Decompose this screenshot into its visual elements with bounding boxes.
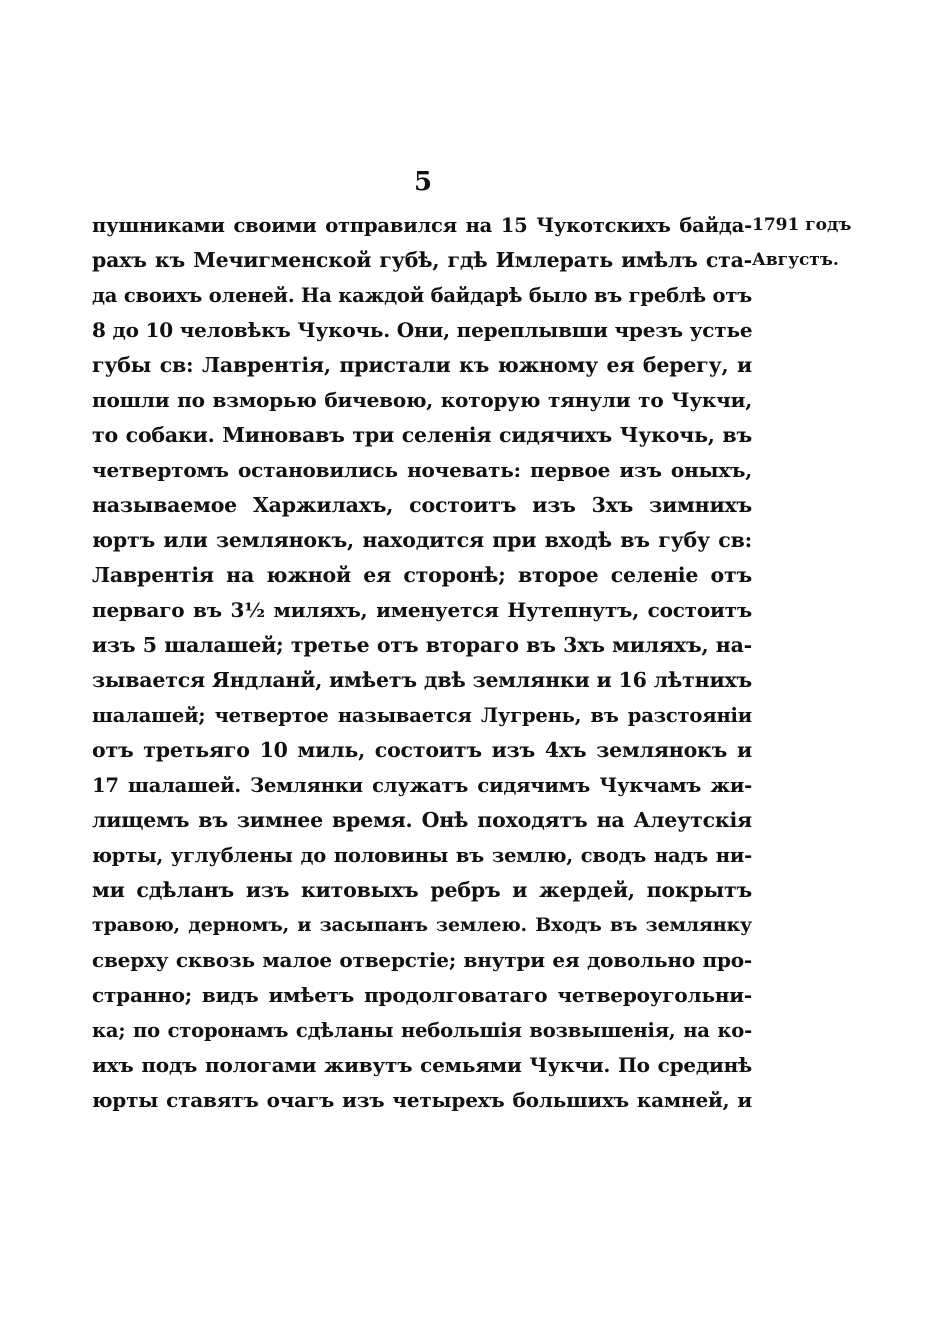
- text-line: 17 шалашей. Землянки служатъ сидячимъ Чукчамъ жи-: [92, 774, 752, 797]
- text-line: то собаки. Миновавъ три селенія сидячихъ Чукочь, въ: [92, 423, 752, 447]
- text-line: травою, дерномъ, и засыпанъ землею. Входъ въ землянку: [92, 914, 752, 936]
- body-text: [92, 208, 752, 1118]
- text-line: ка; по сторонамъ сдѣланы небольшія возвышенія, на ко-: [92, 1019, 752, 1042]
- text-line: отъ третьяго 10 миль, состоитъ изъ 4хъ землянокъ и: [92, 738, 752, 762]
- margin-note-month: Августъ.: [752, 250, 839, 270]
- text-line: пошли по взморью бичевою, которую тянули то Чукчи,: [92, 388, 752, 412]
- text-line: странно; видъ имѣетъ продолговатаго четвероугольни-: [92, 983, 752, 1007]
- text-line: юрты, углублены до половины въ землю, сводъ надъ ни-: [92, 844, 752, 867]
- text-line: называемое Харжилахъ, состоитъ изъ 3хъ зимнихъ: [92, 493, 752, 517]
- margin-notes: [752, 208, 862, 278]
- text-line: зывается Яндланй, имѣетъ двѣ землянки и 16 лѣтнихъ: [92, 668, 752, 692]
- text-line: перваго въ 3½ миляхъ, именуется Нутепнутъ, состоитъ: [92, 598, 752, 622]
- text-line: рахъ къ Мечигменской губѣ, гдѣ Имлерать имѣлъ ста-: [92, 248, 752, 272]
- page-number: 5: [413, 167, 433, 197]
- text-line: да своихъ оленей. На каждой байдарѣ было въ греблѣ отъ: [92, 284, 752, 307]
- text-line: четвертомъ остановились ночевать: первое изъ оныхъ,: [92, 458, 752, 482]
- text-line: юртъ или землянокъ, находится при входѣ въ губу св:: [92, 528, 752, 552]
- text-line: ми сдѣланъ изъ китовыхъ ребръ и жердей, покрытъ: [92, 878, 752, 902]
- text-line: губы св: Лаврентія, пристали къ южному ея берегу, и: [92, 353, 752, 377]
- text-line: изъ 5 шалашей; третье отъ втораго въ 3хъ миляхъ, на-: [92, 633, 752, 657]
- text-line: ихъ подъ пологами живутъ семьями Чукчи. По срединѣ: [92, 1053, 752, 1077]
- text-line: пушниками своими отправился на 15 Чукотскихъ байда-: [92, 214, 752, 237]
- text-line: юрты ставятъ очагъ изъ четырехъ большихъ камней, и: [92, 1088, 752, 1112]
- text-line: 8 до 10 человѣкъ Чукочь. Они, переплывши чрезъ устье: [92, 318, 753, 342]
- margin-note-year: 1791 годъ: [752, 215, 852, 235]
- text-line: Лаврентія на южной ея сторонѣ; второе селеніе отъ: [92, 563, 752, 587]
- text-line: сверху сквозь малое отверстіе; внутри ея довольно про-: [92, 948, 752, 972]
- text-line: шалашей; четвертое называется Лугрень, въ разстояніи: [92, 704, 752, 727]
- text-line: лищемъ въ зимнее время. Онѣ походятъ на Алеутскія: [92, 808, 752, 832]
